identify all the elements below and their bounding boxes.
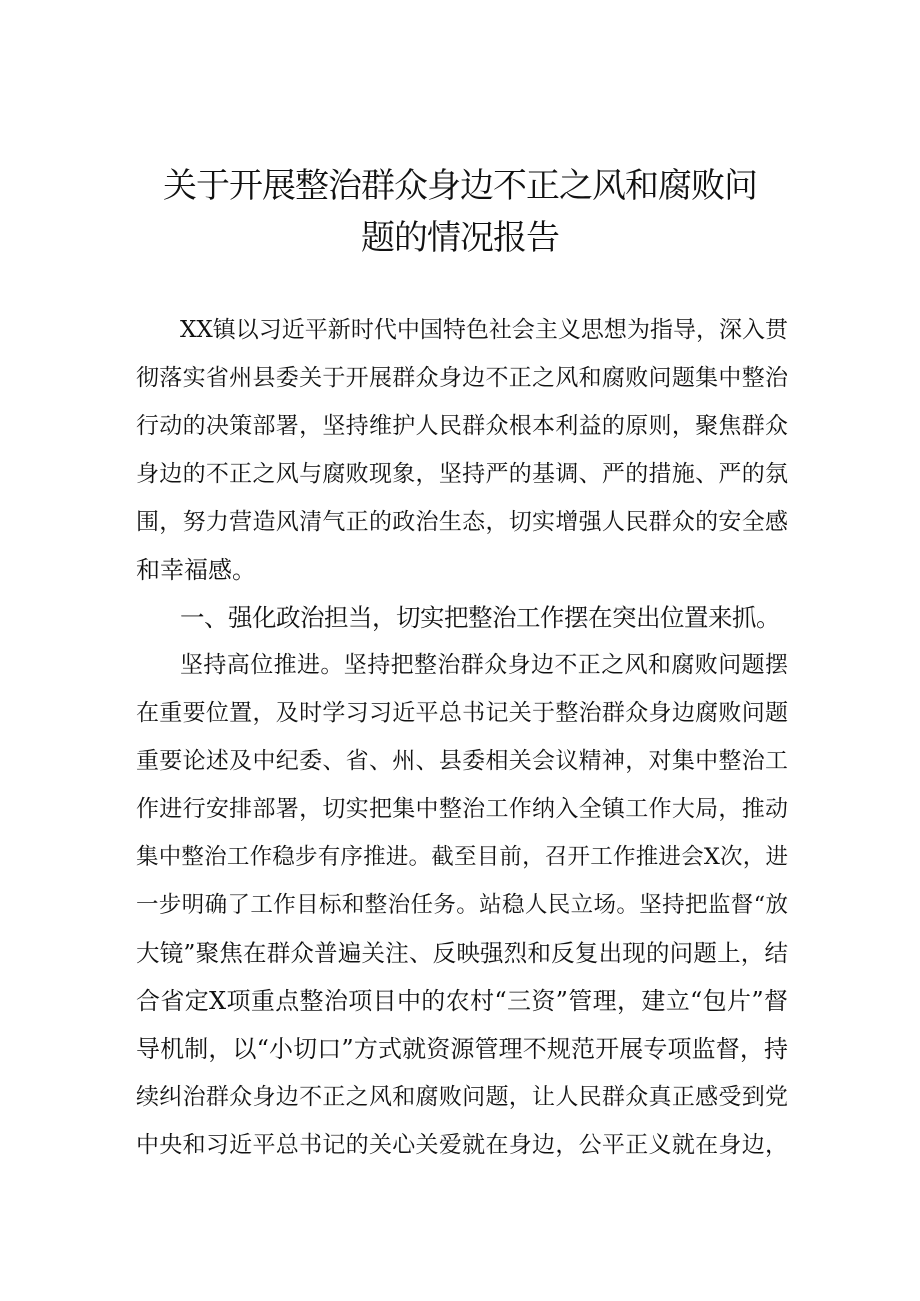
intro-paragraph [136,306,788,594]
intro-line: 行动的决策部署，坚持维护人民群众根本利益的原则，聚焦群众 [136,413,788,439]
intro-line: 身边的不正之风与腐败现象，坚持严的基调、严的措施、严的氛 [136,461,788,487]
section-line: 坚持高位推进。坚持把整治群众身边不正之风和腐败问题摆 [180,652,788,678]
document-title [130,160,790,264]
section-line: 导机制，以“小切口”方式就资源管理不规范开展专项监督，持 [136,1035,788,1063]
intro-line: 围，努力营造风清气正的政治生态，切实增强人民群众的安全感 [136,509,788,535]
title-line-1: 关于开展整治群众身边不正之风和腐败问 [163,166,757,206]
section-line: 中央和习近平总书记的关心关爱就在身边，公平正义就在身边， [136,1132,788,1158]
title-line-2: 题的情况报告 [361,218,559,258]
section-line: 合省定X项重点整治项目中的农村“三资”管理，建立“包片”督 [136,987,788,1015]
section-heading-1: 一、强化政治担当，切实把整治工作摆在突出位置来抓。 [180,603,780,632]
section-line: 续纠治群众身边不正之风和腐败问题，让人民群众真正感受到党 [136,1084,788,1110]
section-1-paragraph [136,641,788,1169]
section-line: 重要论述及中纪委、省、州、县委相关会议精神，对集中整治工 [136,748,788,774]
section-line: 在重要位置，及时学习习近平总书记关于整治群众身边腐败问题 [136,700,788,726]
section-line: 一步明确了工作目标和整治任务。站稳人民立场。坚持把监督“放 [136,892,788,918]
section-line: 大镜”聚焦在群众普遍关注、反映强烈和反复出现的问题上，结 [136,939,788,967]
intro-line: 和幸福感。 [136,556,256,584]
section-line: 集中整治工作稳步有序推进。截至目前，召开工作推进会X次，进 [136,844,788,870]
section-line: 作进行安排部署，切实把集中整治工作纳入全镇工作大局，推动 [136,796,788,822]
intro-line: XX镇以习近平新时代中国特色社会主义思想为指导，深入贯 [180,317,788,343]
intro-line: 彻落实省州县委关于开展群众身边不正之风和腐败问题集中整治 [136,365,788,391]
